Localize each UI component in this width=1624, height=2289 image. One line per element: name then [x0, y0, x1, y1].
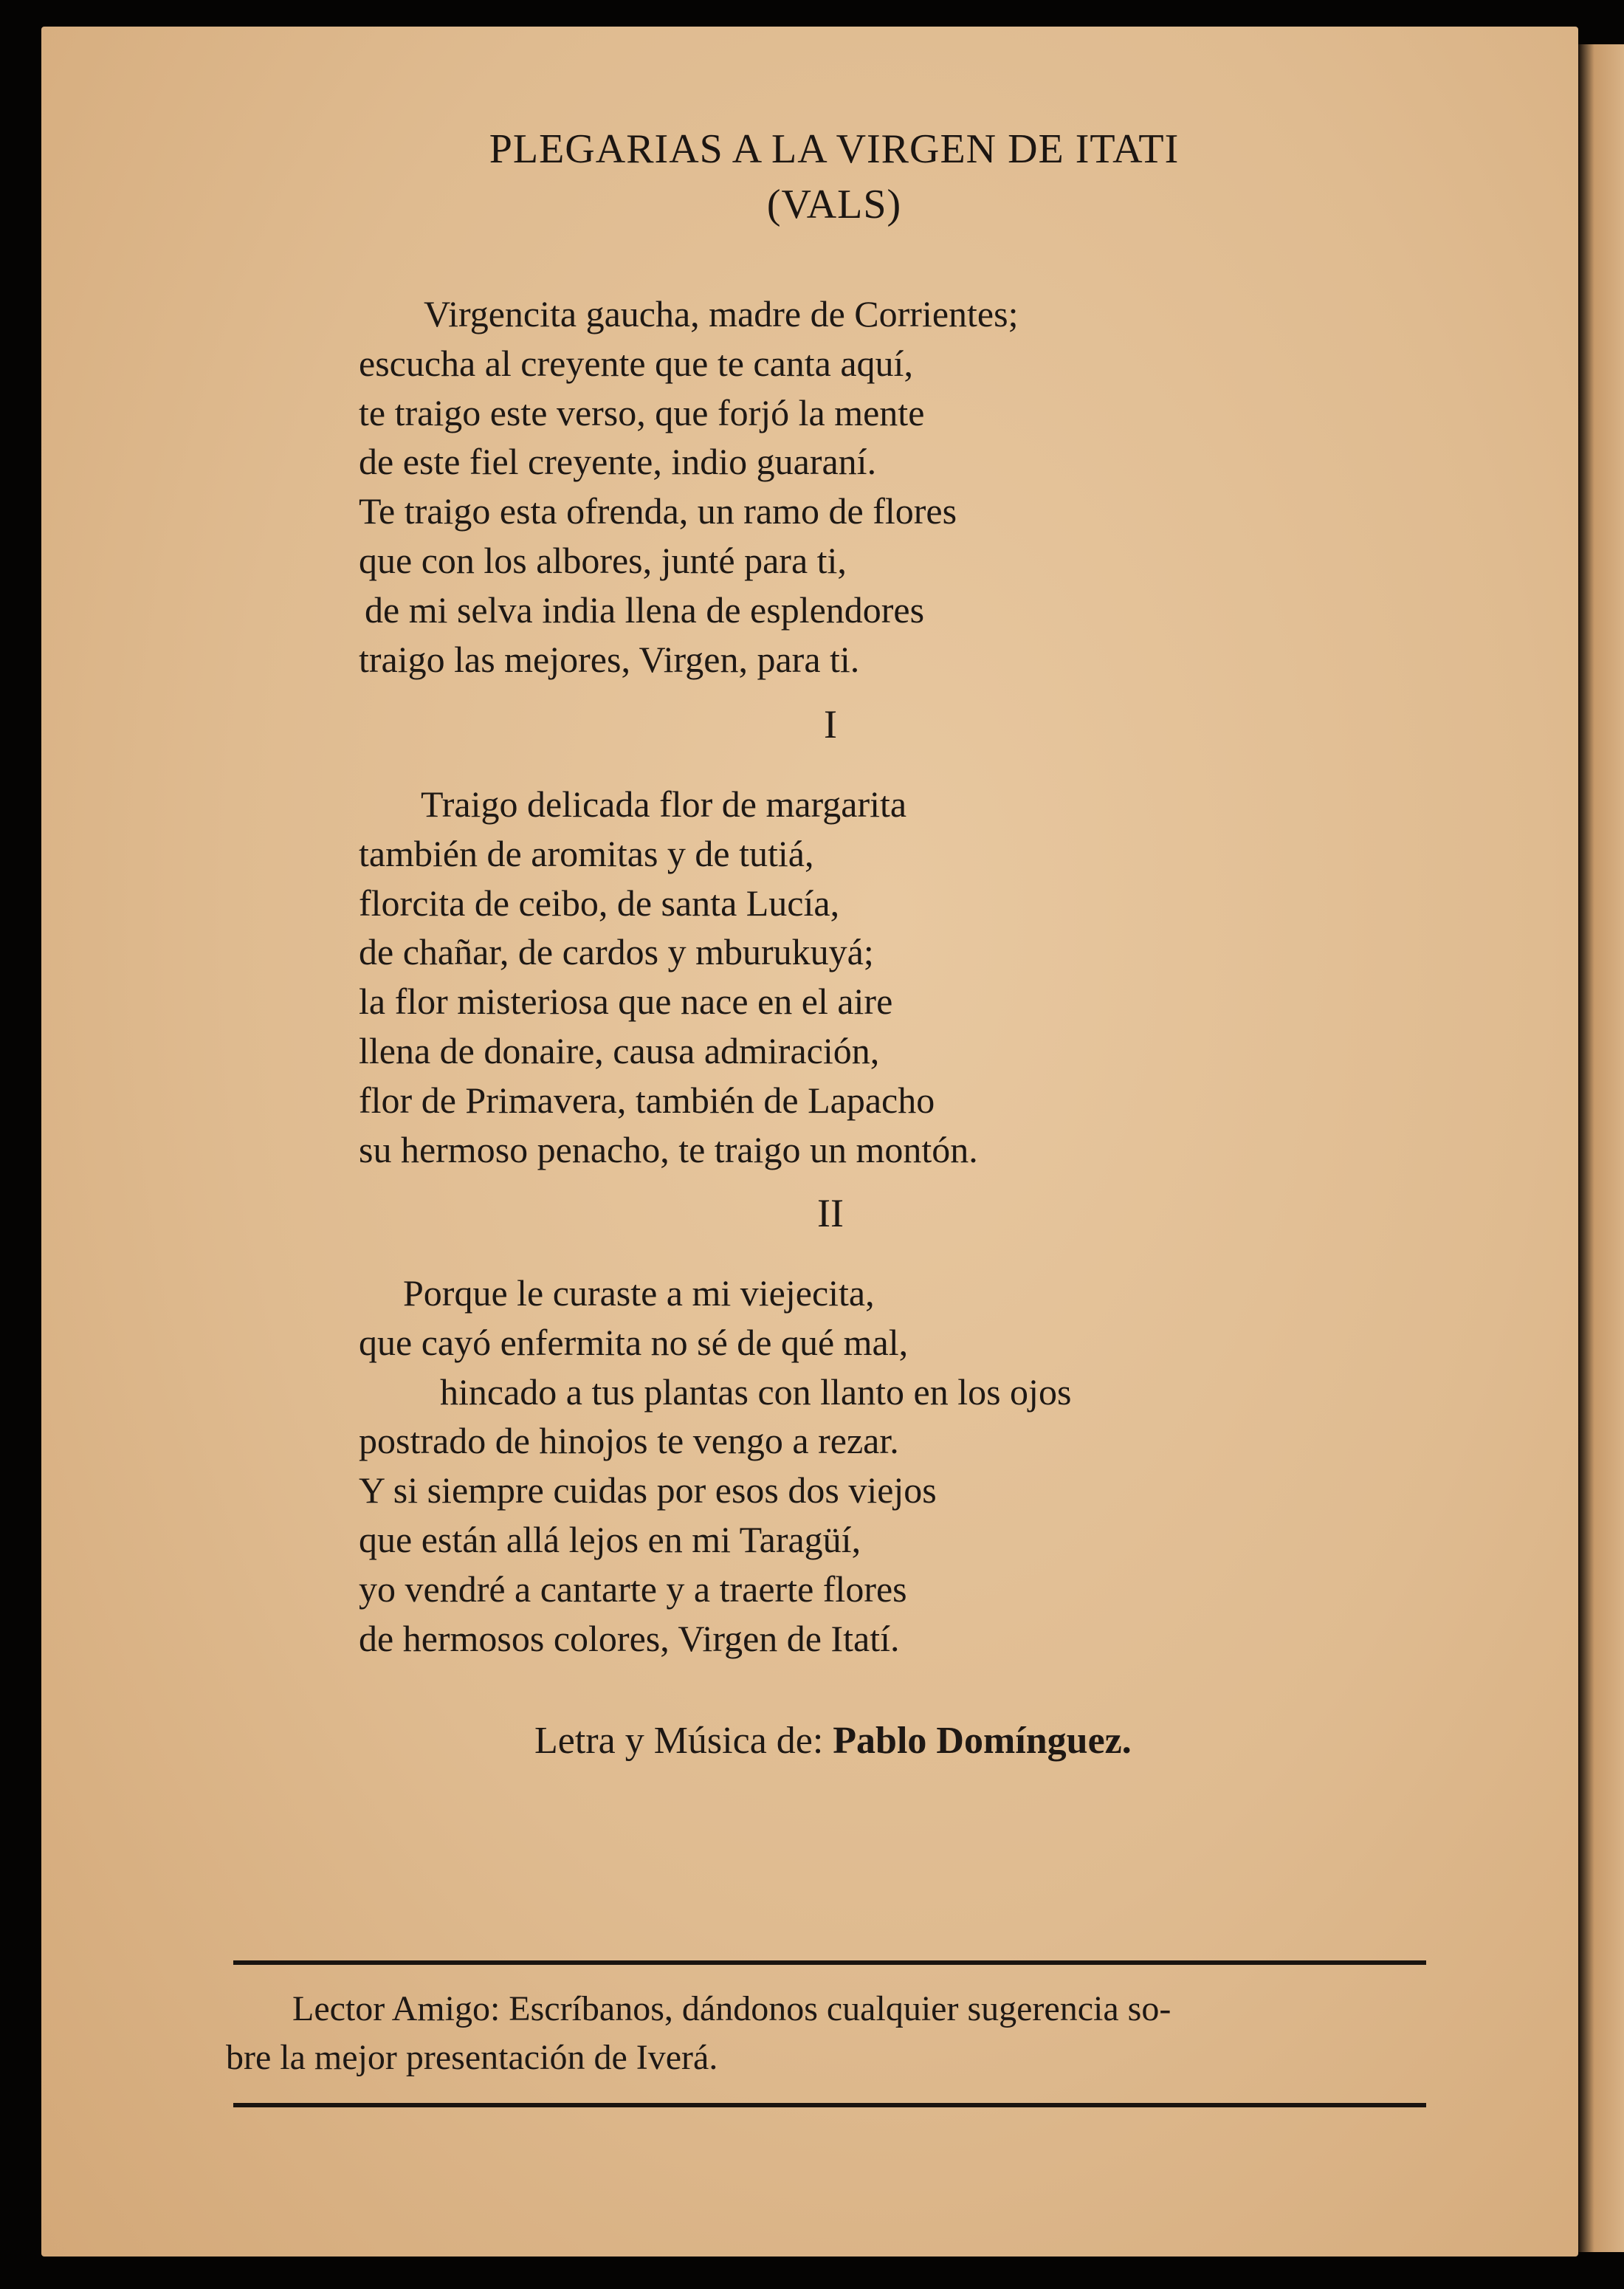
verse-line: que cayó enfermita no sé de qué mal,: [359, 1321, 909, 1363]
verse-line: postrado de hinojos te vengo a rezar.: [359, 1420, 899, 1462]
verse-line: su hermoso penacho, te traigo un montón.: [359, 1128, 978, 1170]
verse-line: te traigo este verso, que forjó la mente: [359, 391, 925, 433]
divider-bottom: [233, 2103, 1426, 2107]
stanza-intro: [359, 289, 1318, 684]
stanza-numeral-2: II: [817, 1191, 844, 1235]
verse-line: de hermosos colores, Virgen de Itatí.: [359, 1617, 900, 1659]
verse-line: flor de Primavera, también de Lapacho: [359, 1079, 935, 1121]
verse-line: traigo las mejores, Virgen, para ti.: [359, 638, 860, 680]
verse-line: la flor misteriosa que nace en el aire: [359, 981, 893, 1023]
song-title: PLEGARIAS A LA VIRGEN DE ITATI: [489, 126, 1180, 172]
verse-line: Porque le curaste a mi viejecita,: [403, 1272, 875, 1314]
song-subtitle: (VALS): [766, 182, 902, 227]
verse-line: que con los albores, junté para ti,: [359, 539, 847, 581]
verse-line: Traigo delicada flor de margarita: [421, 783, 907, 825]
reader-note-line: bre la mejor presentación de Iverá.: [226, 2038, 718, 2077]
divider-top: [233, 1960, 1426, 1965]
verse-line: que están allá lejos en mi Taragüí,: [359, 1518, 861, 1560]
reader-note-line: Lector Amigo: Escríbanos, dándonos cualquier sugerencia so-: [292, 1989, 1171, 2028]
verse-line: hincado a tus plantas con llanto en los ojos: [440, 1370, 1072, 1413]
verse-line: yo vendré a cantarte y a traerte flores: [359, 1568, 907, 1610]
stanza-numeral-1: I: [824, 702, 837, 747]
song-credit: [534, 1719, 1132, 1763]
credit-author: Pablo Domínguez.: [833, 1720, 1132, 1762]
verse-line: Y si siempre cuidas por esos dos viejos: [359, 1469, 937, 1511]
verse-line: llena de donaire, causa admiración,: [359, 1029, 880, 1071]
verse-line: escucha al creyente que te canta aquí,: [359, 342, 913, 384]
verse-line: de este fiel creyente, indio guaraní.: [359, 441, 877, 483]
credit-prefix: Letra y Música de:: [534, 1720, 824, 1762]
verse-line: florcita de ceibo, de santa Lucía,: [359, 882, 840, 924]
verse-line: también de aromitas y de tutiá,: [359, 832, 814, 874]
verse-line: Te traigo esta ofrenda, un ramo de flores: [359, 490, 957, 532]
verse-line: de chañar, de cardos y mburukuyá;: [359, 931, 874, 973]
verse-line: de mi selva india llena de esplendores: [365, 588, 925, 631]
stanza-2: [359, 1269, 1318, 1663]
book-spine: [1578, 44, 1624, 2252]
reader-note: [226, 1985, 1437, 2082]
stanza-1: [359, 780, 1318, 1174]
verse-line: Virgencita gaucha, madre de Corrientes;: [424, 293, 1019, 334]
